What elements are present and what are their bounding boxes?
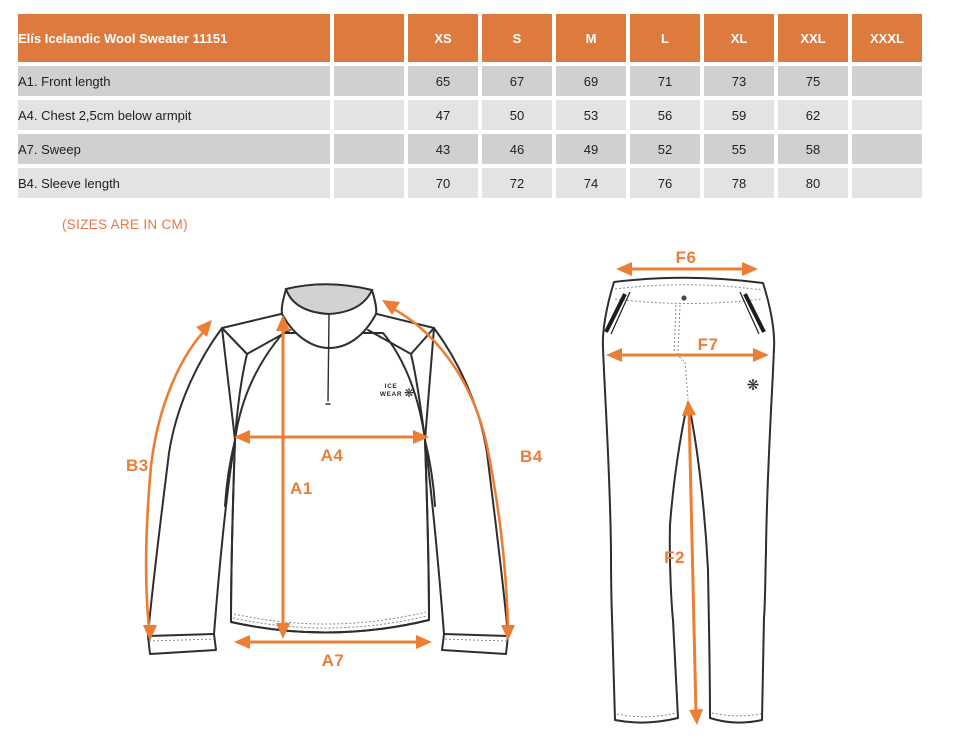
size-value-cell	[852, 100, 922, 130]
size-value-cell: 70	[408, 168, 478, 198]
spacer-cell	[334, 134, 404, 164]
size-value-cell: 55	[704, 134, 774, 164]
b3-label: B3	[126, 456, 149, 475]
size-column-header: S	[482, 14, 552, 62]
table-row	[18, 66, 922, 96]
spacer-cell	[334, 66, 404, 96]
f2-label: F2	[664, 548, 685, 567]
sizes-unit-note: (SIZES ARE IN CM)	[62, 217, 188, 232]
spacer-cell	[334, 100, 404, 130]
size-table-body	[18, 66, 922, 198]
f6-arrowhead-left	[616, 262, 632, 276]
size-column-header: L	[630, 14, 700, 62]
size-value-cell: 78	[704, 168, 774, 198]
measurement-label: B4. Sleeve length	[18, 168, 330, 198]
product-title: Elís Icelandic Wool Sweater 11151	[18, 14, 330, 62]
pants-measurement-diagram	[585, 250, 785, 745]
size-value-cell: 59	[704, 100, 774, 130]
f2-arrow	[689, 410, 696, 714]
size-column-header: XXXL	[852, 14, 922, 62]
size-column-header: XXL	[778, 14, 848, 62]
size-value-cell: 80	[778, 168, 848, 198]
size-value-cell: 62	[778, 100, 848, 130]
size-value-cell: 72	[482, 168, 552, 198]
size-value-cell: 43	[408, 134, 478, 164]
size-value-cell: 49	[556, 134, 626, 164]
a7-label: A7	[321, 651, 345, 670]
size-column-header: XL	[704, 14, 774, 62]
logo-ice-text: ICE	[384, 383, 398, 390]
b4-arrowhead-top	[382, 300, 400, 315]
f6-label: F6	[675, 250, 697, 267]
a7-arrowhead-left	[234, 635, 250, 649]
size-value-cell: 73	[704, 66, 774, 96]
logo-wear-text: WEAR	[379, 391, 403, 398]
size-value-cell: 75	[778, 66, 848, 96]
size-value-cell	[852, 134, 922, 164]
size-value-cell: 53	[556, 100, 626, 130]
pants-snowflake-icon: ❋	[746, 377, 760, 394]
a4-label: A4	[320, 446, 344, 465]
spacer-cell	[334, 168, 404, 198]
size-value-cell: 69	[556, 66, 626, 96]
size-value-cell: 47	[408, 100, 478, 130]
sweater-left-sleeve	[148, 328, 235, 654]
measurement-label: A7. Sweep	[18, 134, 330, 164]
size-value-cell: 76	[630, 168, 700, 198]
f6-arrowhead-right	[742, 262, 758, 276]
size-value-cell: 46	[482, 134, 552, 164]
table-row	[18, 134, 922, 164]
header-spacer-cell	[334, 14, 404, 62]
size-value-cell: 50	[482, 100, 552, 130]
b3-arrowhead-top	[196, 320, 212, 337]
f2-arrowhead-bottom	[689, 709, 703, 725]
measurement-label: A1. Front length	[18, 66, 330, 96]
size-table-header	[18, 14, 922, 62]
size-column-header: XS	[408, 14, 478, 62]
size-value-cell: 74	[556, 168, 626, 198]
measurement-label: A4. Chest 2,5cm below armpit	[18, 100, 330, 130]
sweater-measurement-diagram	[100, 258, 570, 756]
size-value-cell	[852, 66, 922, 96]
header-row	[18, 14, 922, 62]
size-value-cell: 56	[630, 100, 700, 130]
f7-label: F7	[697, 335, 719, 354]
table-row	[18, 100, 922, 130]
size-value-cell: 71	[630, 66, 700, 96]
table-row	[18, 168, 922, 198]
size-value-cell: 52	[630, 134, 700, 164]
waist-button	[681, 295, 686, 300]
pants-outline	[603, 278, 774, 723]
a7-arrowhead-right	[416, 635, 432, 649]
b4-label: B4	[520, 447, 543, 466]
size-value-cell: 67	[482, 66, 552, 96]
size-table	[14, 10, 926, 202]
a1-label: A1	[290, 479, 313, 498]
logo-snowflake-icon: ❋	[403, 386, 415, 400]
size-value-cell: 65	[408, 66, 478, 96]
size-value-cell	[852, 168, 922, 198]
size-value-cell: 58	[778, 134, 848, 164]
sweater-body	[231, 333, 429, 633]
size-column-header: M	[556, 14, 626, 62]
